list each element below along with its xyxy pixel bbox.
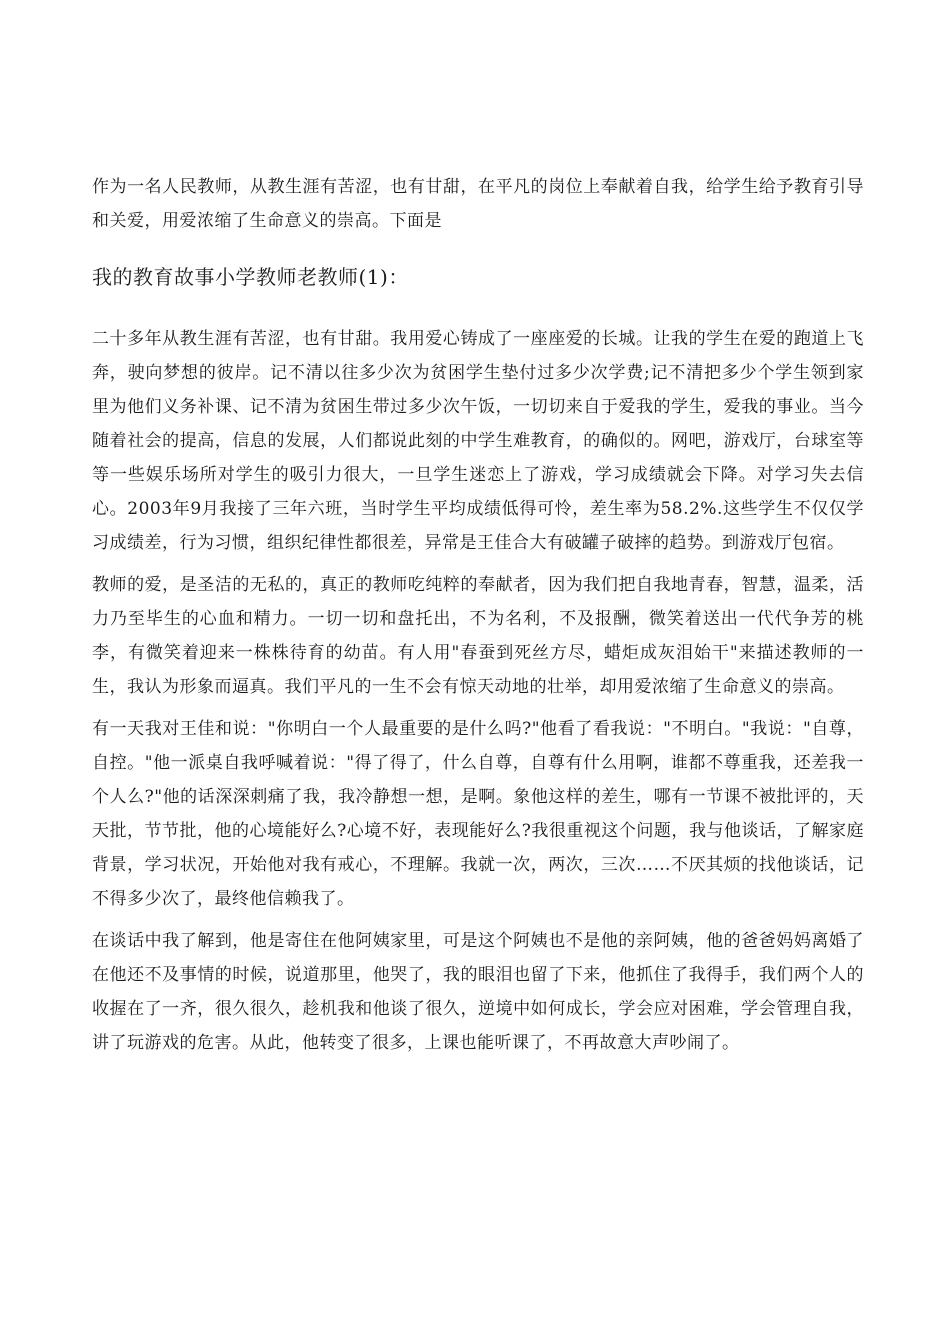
body-paragraph-3: 有一天我对王佳和说："你明白一个人最重要的是什么吗?"他看了看我说："不明白。"我说："自尊，自控。"他一派桌自我呼喊着说："得了得了，什么自尊，自尊有什么用啊，谁都不尊重我，还差我一个人么?"他的话深深刺痛了我，我冷静想一想，是啊。象他这样的差生，哪有一节课不被批评的，天天批，节节批，他的心境能好么?心境不好，表现能好么?我很重视这个问题，我与他谈话，了解家庭背景，学习状况，开始他对我有戒心，不理解。我就一次，两次，三次……不厌其烦的找他谈话，记不得多少次了，最终他信赖我了。 bbox=[92, 719, 864, 909]
body-paragraph-4: 在谈话中我了解到，他是寄住在他阿姨家里，可是这个阿姨也不是他的亲阿姨，他的爸爸妈妈离婚了在他还不及事情的时候，说道那里，他哭了，我的眼泪也留了下来，他抓住了我得手，我们两个人的收握在了一齐，很久很久，趁机我和他谈了很久，逆境中如何成长，学会应对困难，学会管理自我，讲了玩游戏的危害。从此，他转变了很多，上课也能听课了，不再故意大声吵闹了。 bbox=[92, 931, 864, 1053]
body-paragraph-1: 二十多年从教生涯有苦涩，也有甘甜。我用爱心铸成了一座座爱的长城。让我的学生在爱的跑道上飞奔，驶向梦想的彼岸。记不清以往多少次为贫困学生垫付过多少次学费;记不清把多少个学生领到家里为他们义务补课、记不清为贫困生带过多少次午饭，一切切来自于爱我的学生，爱我的事业。当今随着社会的提高，信息的发展，人们都说此刻的中学生难教育，的确似的。网吧，游戏厅，台球室等等一些娱乐场所对学生的吸引力很大，一旦学生迷恋上了游戏，学习成绩就会下降。对学习失去信心。2003年9月我接了三年六班，当时学生平均成绩低得可怜，差生率为58.2%.这些学生不仅仅学习成绩差，行为习惯，组织纪律性都很差，异常是王佳合大有破罐子破摔的趋势。到游戏厅包宿。 bbox=[92, 329, 864, 553]
body-paragraph-2: 教师的爱，是圣洁的无私的，真正的教师吃纯粹的奉献者，因为我们把自我地青春，智慧，温柔，活力乃至毕生的心血和精力。一切一切和盘托出，不为名利，不及报酬，微笑着送出一代代争芳的桃李，有微笑着迎来一株株待育的幼苗。有人用"春蚕到死丝方尽，蜡炬成灰泪始干"来描述教师的一生，我认为形象而逼真。我们平凡的一生不会有惊天动地的壮举，却用爱浓缩了生命意义的崇高。 bbox=[92, 575, 864, 697]
intro-paragraph: 作为一名人民教师，从教生涯有苦涩，也有甘甜，在平凡的岗位上奉献着自我，给学生给予教育引导和关爱，用爱浓缩了生命意义的崇高。下面是 bbox=[92, 177, 864, 231]
document-page bbox=[92, 170, 864, 1068]
section-heading: 我的教育故事小学教师老教师(1)： bbox=[92, 265, 409, 289]
